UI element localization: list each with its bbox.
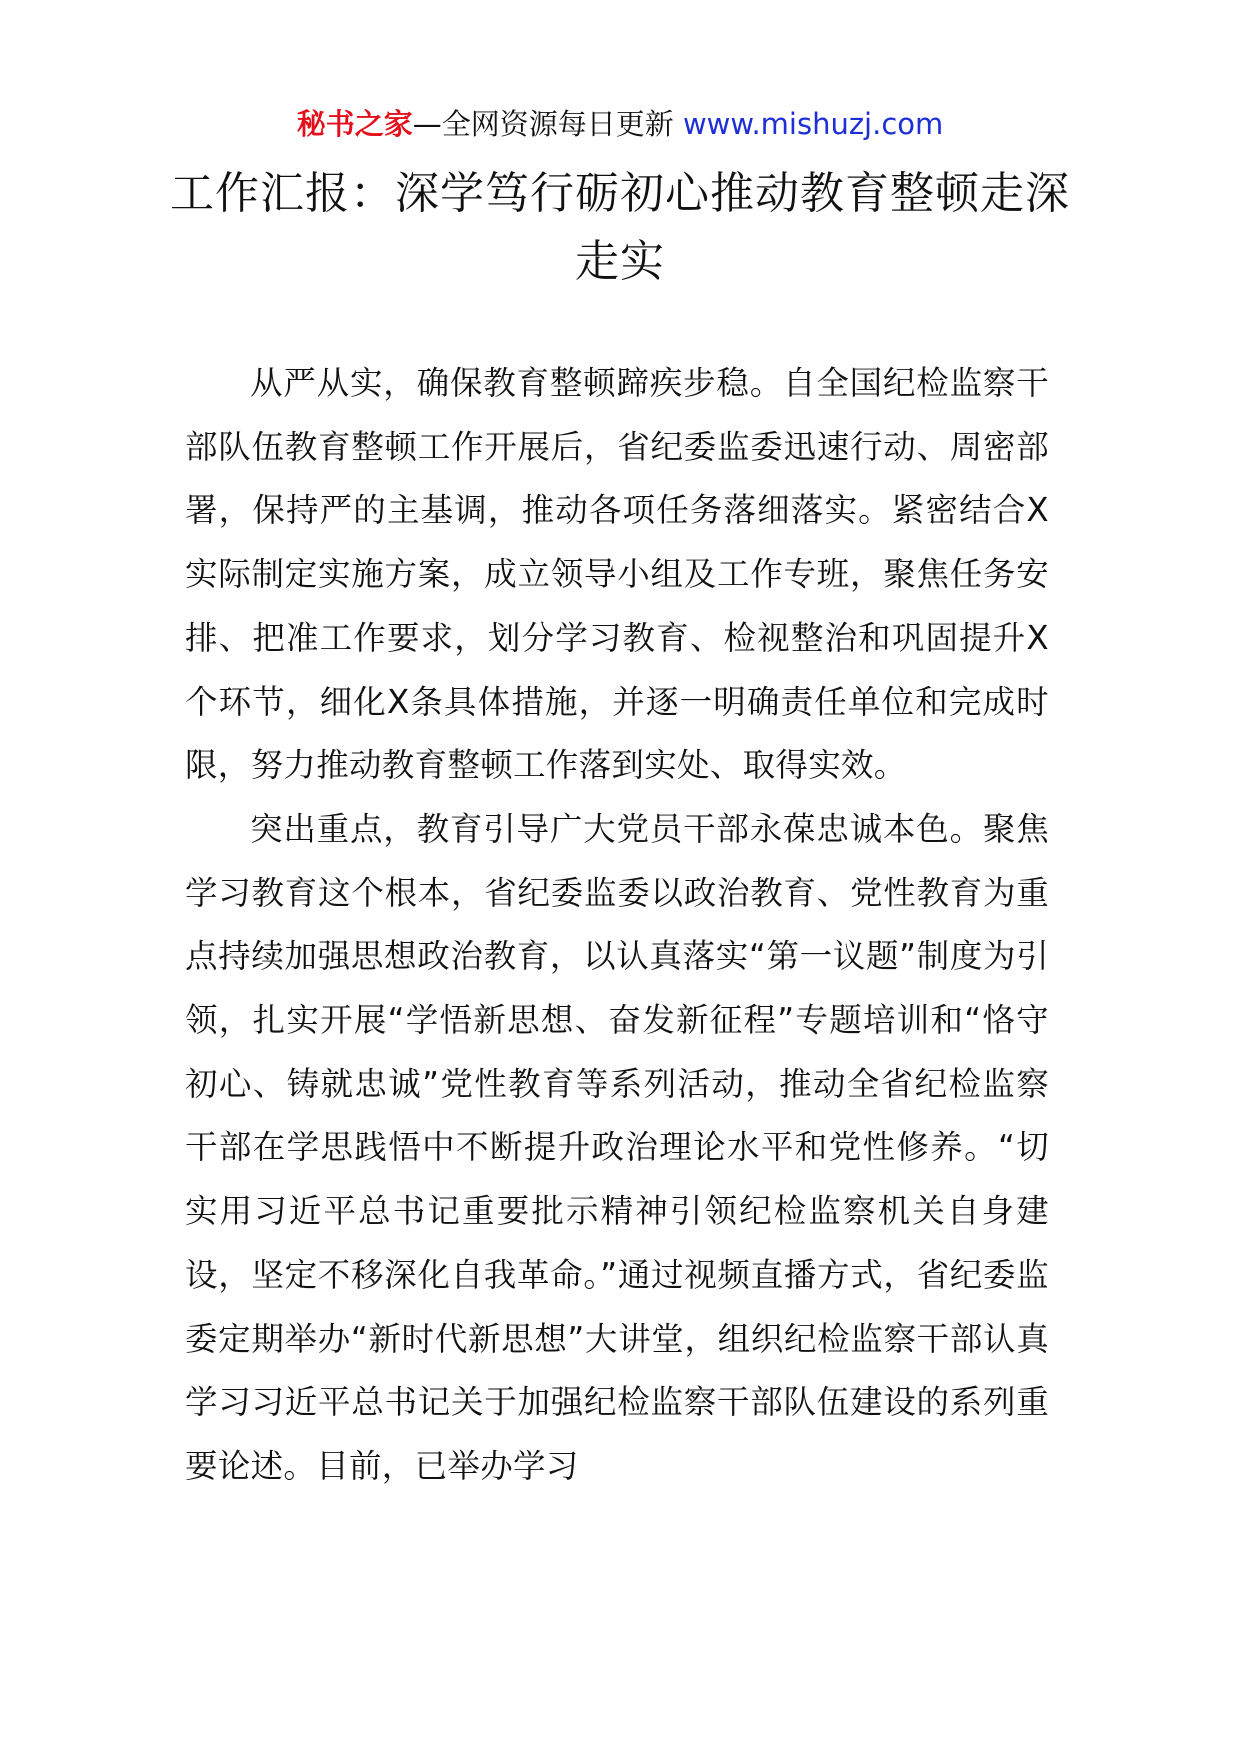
document-title: 工作汇报：深学笃行砺初心推动教育整顿走深走实 [170,168,1070,287]
brand-name: 秘书之家 [296,107,413,141]
header-slogan: —全网资源每日更新 [412,107,683,141]
site-url-link[interactable]: www.mishuzj.com [682,107,944,141]
document-body [185,352,1049,1499]
paragraph-2: 突出重点，教育引导广大党员干部永葆忠诚本色。聚焦学习教育这个根本，省纪委监委以政治教育、党性教育为重点持续加强思想政治教育，以认真落实“第一议题”制度为引领，扎实开展“学悟新思想、奋发新征程”专题培训和“恪守初心、铸就忠诚”党性教育等系列活动，推动全省纪检监察干部在学思践悟中不断提升政治理论水平和党性修养。“切实用习近平总书记重要批示精神引领纪检监察机关自身建设，坚定不移深化自我革命。”通过视频直播方式，省纪委监委定期举办“新时代新思想”大讲堂，组织纪检监察干部认真学习习近平总书记关于加强纪检监察干部队伍建设的系列重要论述。目前，已举办学习 [185,809,1049,1485]
site-header [0,104,1240,144]
paragraph-1: 从严从实，确保教育整顿蹄疾步稳。自全国纪检监察干部队伍教育整顿工作开展后，省纪委监委迅速行动、周密部署，保持严的主基调，推动各项任务落细落实。紧密结合X实际制定实施方案，成立领导小组及工作专班，聚焦任务安排、把准工作要求，划分学习教育、检视整治和巩固提升X个环节，细化X条具体措施，并逐一明确责任单位和完成时限，努力推动教育整顿工作落到实处、取得实效。 [185,364,1049,785]
